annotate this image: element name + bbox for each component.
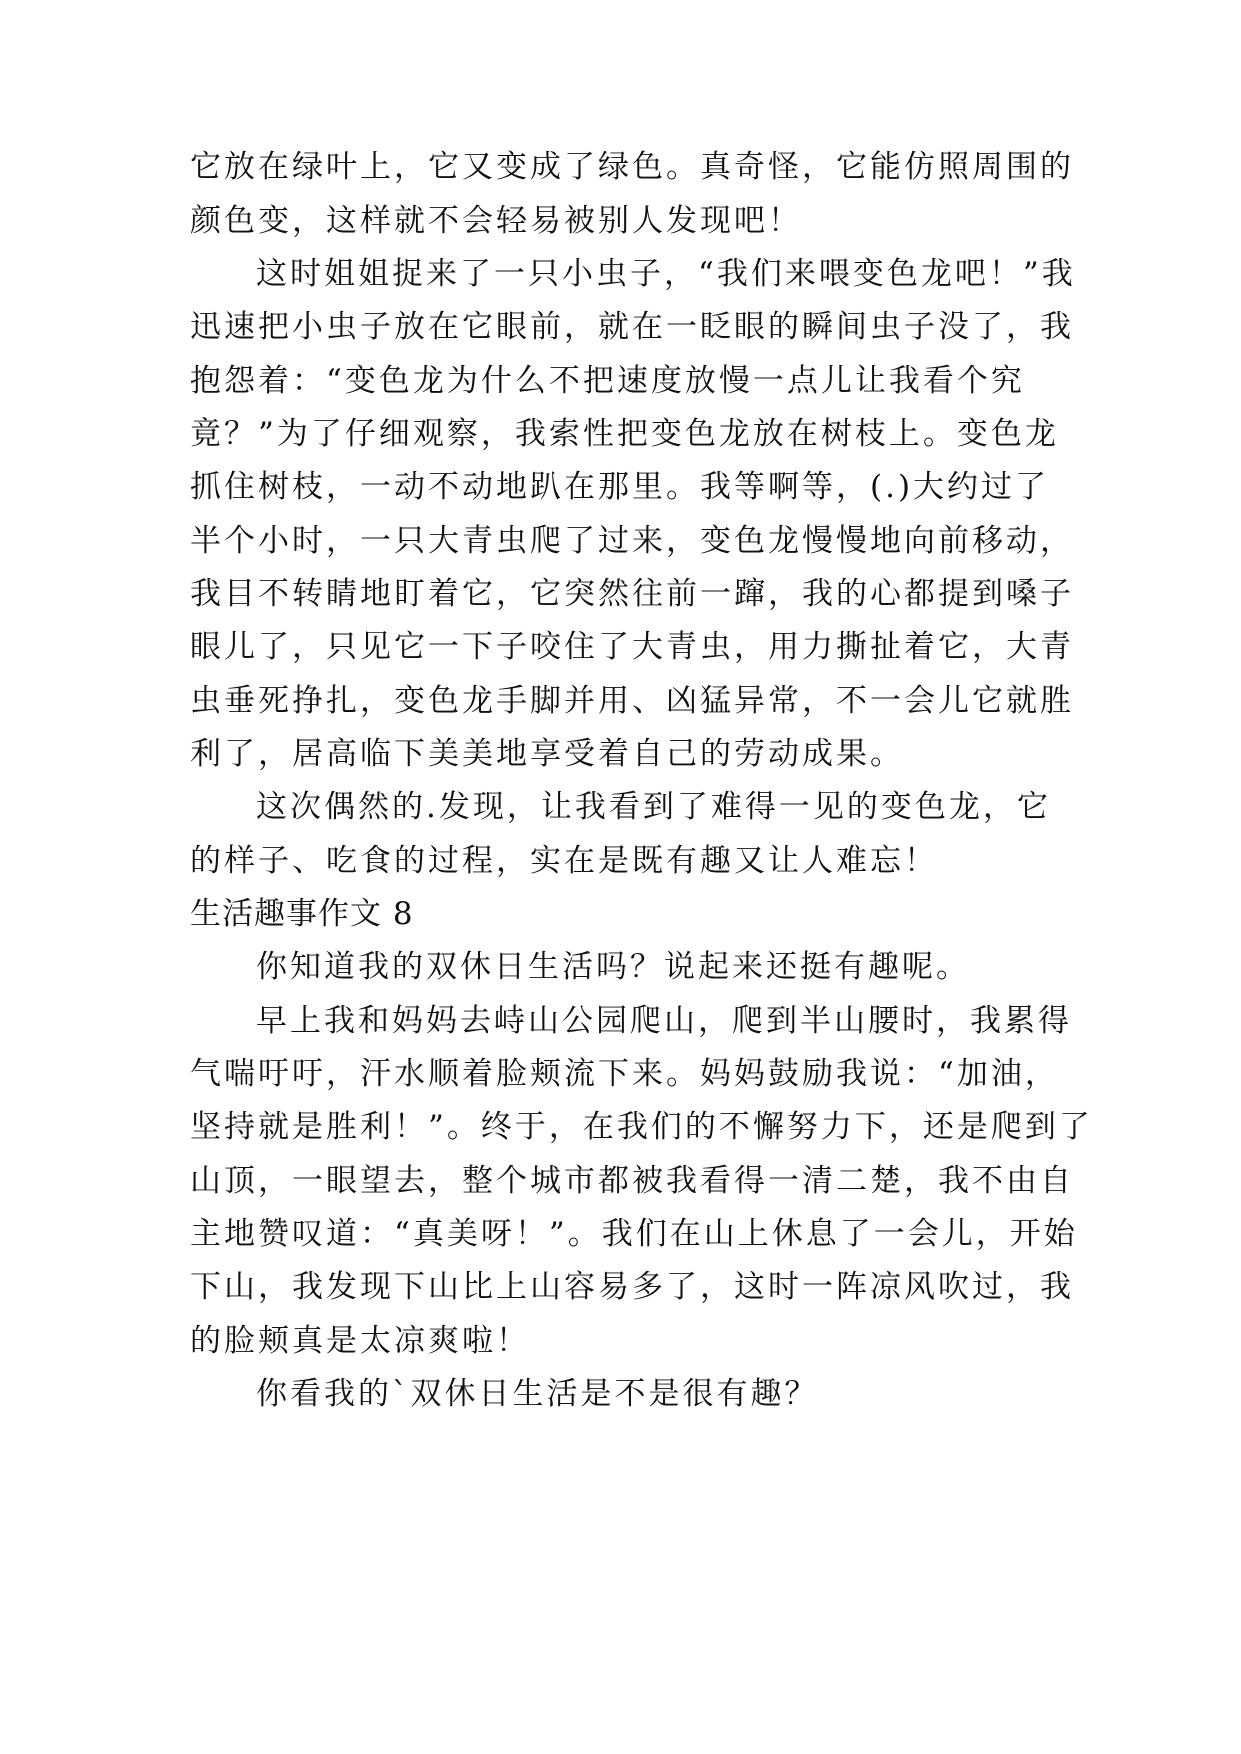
text-line: 的脸颊真是太凉爽啦！ [190,1323,530,1359]
text-line: 竟？”为了仔细观察，我索性把变色龙放在树枝上。变色龙 [190,416,1059,452]
text-line: 的样子、吃食的过程，实在是既有趣又让人难忘！ [190,843,938,879]
text-line: 主地赞叹道：“真美呀！”。我们在山上休息了一会儿，开始 [190,1216,1078,1252]
text-line: 颜色变，这样就不会轻易被别人发现吧！ [190,203,802,239]
text-line: 眼儿了，只见它一下子咬住了大青虫，用力撕扯着它，大青 [190,629,1074,665]
text-line: 虫垂死挣扎，变色龙手脚并用、凶猛异常，不一会儿它就胜 [190,683,1074,719]
text-line: 下山，我发现下山比上山容易多了，这时一阵凉风吹过，我 [190,1269,1074,1305]
text-line: 坚持就是胜利！”。终于，在我们的不懈努力下，还是爬到了 [190,1109,1093,1145]
text-line: 这次偶然的.发现，让我看到了难得一见的变色龙，它 [256,789,1051,825]
text-line: 抱怨着：“变色龙为什么不把速度放慢一点儿让我看个究 [190,363,1025,399]
text-line: 山顶，一眼望去，整个城市都被我看得一清二楚，我不由自 [190,1163,1074,1199]
text-line: 这时姐姐捉来了一只小虫子，“我们来喂变色龙吧！”我 [256,256,1076,292]
text-line: 你知道我的双休日生活吗？说起来还挺有趣呢。 [256,949,970,985]
text-line: 气喘吁吁，汗水顺着脸颊流下来。妈妈鼓励我说：“加油， [190,1056,1059,1092]
text-line: 你看我的`双休日生活是不是很有趣？ [256,1376,819,1412]
text-line: 半个小时，一只大青虫爬了过来，变色龙慢慢地向前移动， [190,523,1074,559]
text-line: 我目不转睛地盯着它，它突然往前一蹿，我的心都提到嗓子 [190,576,1074,612]
text-line: 早上我和妈妈去峙山公园爬山，爬到半山腰时，我累得 [256,1003,1072,1039]
text-line: 迅速把小虫子放在它眼前，就在一眨眼的瞬间虫子没了，我 [190,309,1074,345]
text-line: 利了，居高临下美美地享受着自己的劳动成果。 [190,736,904,772]
section-heading: 生活趣事作文 8 [190,896,414,932]
text-line: 抓住树枝，一动不动地趴在那里。我等啊等，(.)大约过了 [190,469,1050,505]
text-line: 它放在绿叶上，它又变成了绿色。真奇怪，它能仿照周围的 [190,149,1074,185]
